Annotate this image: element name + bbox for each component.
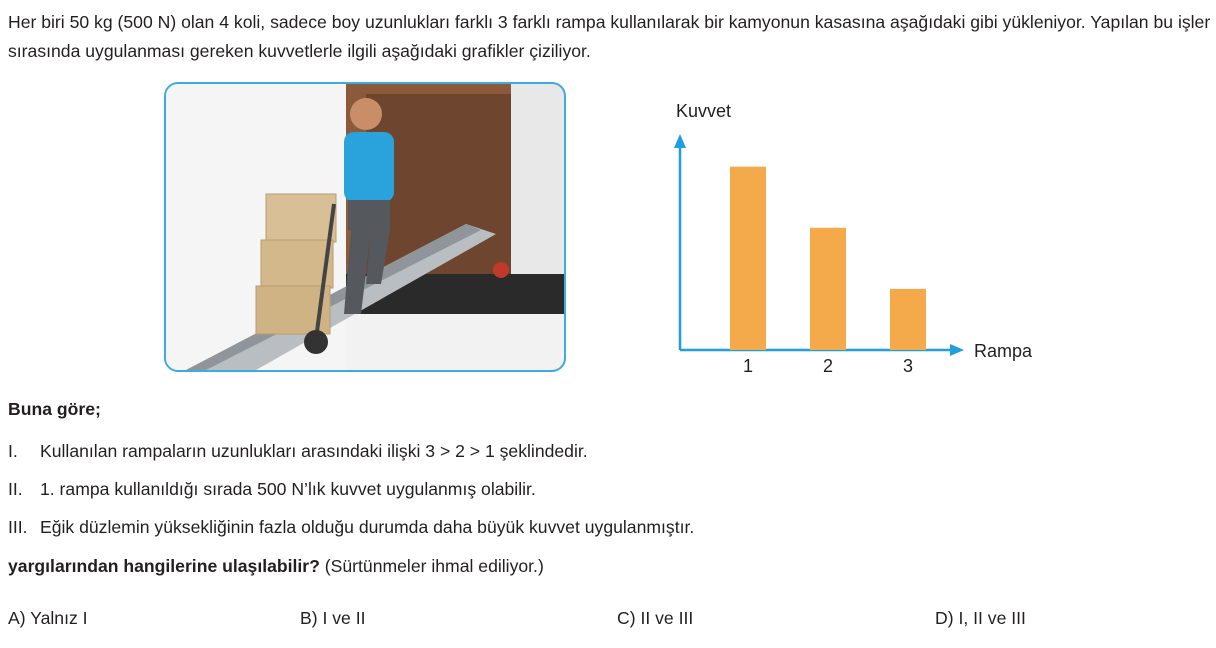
statement-2 [8,479,536,500]
x-axis-arrow [950,344,964,356]
ramp-photo [164,82,566,372]
question-prompt-bold: yargılarından hangilerine ulaşılabilir? [8,556,320,576]
option-d[interactable]: D) I, II ve III [935,608,1026,628]
statement-text: 1. rampa kullanıldığı sırada 500 N’lık kuvvet uygulanmış olabilir. [40,479,536,499]
option-a[interactable]: A) Yalnız I [8,608,88,628]
y-axis-label: Kuvvet [676,101,732,121]
question-prompt [8,556,544,577]
x-tick-label: 1 [742,356,754,376]
x-tick-label: 2 [822,356,834,376]
question-intro: Her biri 50 kg (500 N) olan 4 koli, sadece boy uzunlukları farklı 3 farklı rampa kullanılarak bir kamyonun kasasına aşağıdaki gibi yükleniyor. Yapılan bu işler sırasında uygulanması gereken kuvvetlerle ilgili aşağıdaki grafikler çiziliyor. [8,12,1211,61]
option-c[interactable]: C) II ve III [617,608,694,628]
y-axis-arrow [674,134,686,148]
statement-number: III. [8,517,28,537]
bar-rampa-3 [890,289,926,350]
statement-3 [8,517,694,538]
statement-number: I. [8,441,18,461]
worker-ramp-illustration [166,84,564,370]
statement-number: II. [8,479,23,499]
question-prompt-note: (Sürtünmeler ihmal ediliyor.) [319,556,544,576]
option-b[interactable]: B) I ve II [300,608,366,628]
bar-rampa-2 [810,228,846,350]
statement-text: Kullanılan rampaların uzunlukları arasındaki ilişki 3 > 2 > 1 şeklindedir. [40,441,588,461]
x-tick-label: 3 [902,356,914,376]
statement-1 [8,441,588,462]
statement-text: Eğik düzlemin yüksekliğinin fazla olduğu durumda daha büyük kuvvet uygulanmıştır. [40,517,695,537]
bar-rampa-1 [730,167,766,350]
x-axis-label: Rampa [974,341,1033,361]
force-bar-chart [655,90,1075,390]
question-head: Buna göre; [8,399,101,419]
